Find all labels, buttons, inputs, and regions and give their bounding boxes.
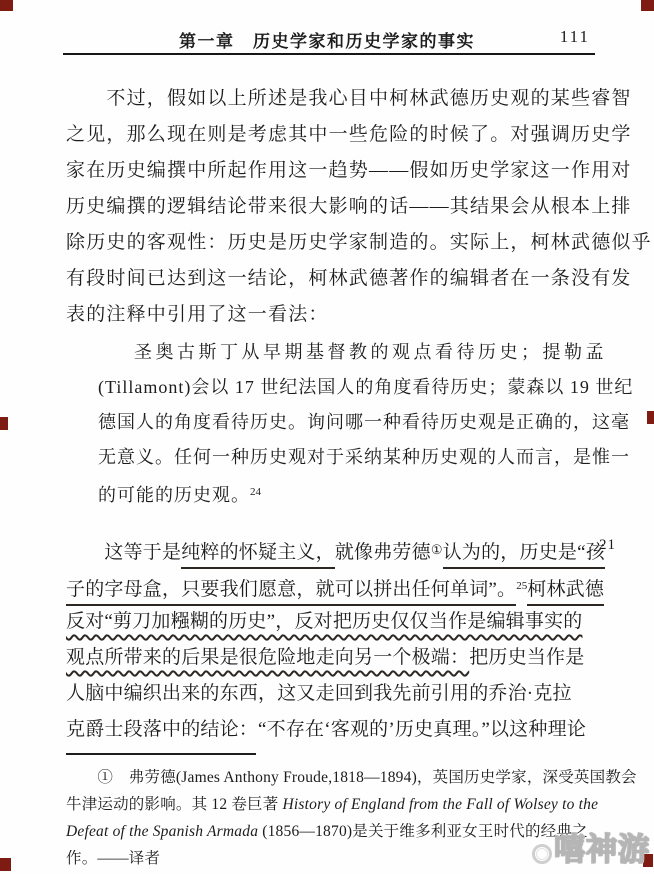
text-line: 家在历史编撰中所起作用这一趋势——假如历史学家这一作用对: [66, 160, 632, 181]
quote-line: [98, 475, 595, 510]
corner-mark-top-right: [641, 0, 654, 11]
footnote-text: 牛津运动的影响。其 12 卷巨著: [66, 796, 283, 813]
header-rule: [63, 53, 595, 55]
footnote-line: [66, 818, 606, 845]
running-header-chapter-title: 第一章 历史学家和历史学家的事实: [179, 32, 475, 51]
footnote-line: ① 弗劳德(James Anthony Froude,1818—1894)，英国历史学家，深受英国教会: [66, 769, 637, 786]
corner-mark-top-left: [0, 0, 13, 11]
text-line: 有段时间已达到这一结论，柯林武德著作的编辑者在一条没有发: [66, 268, 632, 289]
text-line: 不过，假如以上所述是我心目中柯林武德历史观的某些睿智: [66, 88, 632, 109]
watermark-logo-icon: [532, 844, 552, 864]
text-line: 之见，那么现在则是考虑其中一些危险的时候了。对强调历史学: [66, 124, 632, 145]
text-segment: 克爵士段落中的结论：“不存在‘客观的’历史真理。”以这种理论: [66, 719, 587, 740]
text-segment: 把历史当作是: [469, 647, 585, 668]
text-segment: 就像弗劳德: [334, 542, 431, 563]
text-line: 表的注释中引用了这一看法：: [66, 304, 329, 325]
edge-mark-middle-right: [647, 411, 654, 424]
underlined-text: 认为的，历史是“孩: [443, 542, 605, 569]
footnote-line: [66, 791, 606, 818]
text-line: [66, 712, 596, 748]
text-line: [66, 532, 605, 568]
paragraph-2: [66, 532, 605, 748]
footnote-ref-circled-1: ①: [430, 542, 443, 557]
quote-line: (Tillamont)会以 17 世纪法国人的角度看待历史；蒙森以 19 世纪: [98, 377, 634, 397]
underlined-text: 只要我们愿意，就可以拼出任何单词”。: [181, 579, 516, 606]
book-title-italic: Defeat of the Spanish Armada: [66, 823, 263, 840]
quote-line: 圣奥古斯丁从早期基督教的观点看待历史；提勒孟: [134, 342, 607, 362]
quote-line: 德国人的角度看待历史。询问哪一种看待历史观是正确的，这毫: [98, 412, 630, 432]
page-number: 111: [559, 27, 590, 46]
footnote: [66, 764, 637, 872]
book-title-italic: History of England from the Fall of Wolsey to the: [282, 796, 599, 813]
text-segment: 这等于是: [66, 542, 182, 563]
text-line: [66, 568, 605, 604]
text-line: 历史编撰的逻辑结论带来很大影响的话——其结果会从根本上排: [66, 196, 632, 217]
underlined-text: 柯林武德: [527, 579, 604, 606]
endnote-ref-24: 24: [250, 486, 261, 498]
paragraph-1: [66, 81, 652, 333]
watermark-text: 嘻神游: [554, 832, 650, 867]
text-line: [66, 676, 596, 712]
underlined-text: 子的字母盒，: [66, 579, 181, 606]
edge-mark-middle-left: [0, 417, 8, 430]
text-line: 除历史的客观性：历史是历史学家制造的。实际上，柯林武德似乎: [66, 232, 652, 253]
text-line: [66, 604, 596, 640]
footnote-text: (1856—1870)是关于维多利亚女王时代的经典之: [262, 823, 588, 840]
underlined-text: 纯粹的怀疑主义，: [181, 542, 335, 569]
text-line: [66, 640, 596, 676]
footnote-line: 作。——译者: [66, 850, 161, 867]
text-segment: 人脑中编织出来的东西，这又走回到我先前引用的乔治·克拉: [66, 683, 572, 704]
block-quote: [98, 335, 634, 510]
footnote-separator-rule: [66, 753, 256, 755]
quote-line-text: 的可能的历史观。: [98, 485, 250, 505]
quote-line: 无意义。任何一种历史观对于采纳某种历史观的人而言，是惟一: [98, 447, 630, 467]
corner-mark-bottom-left: [0, 858, 11, 871]
underlined-text: 反对“剪刀加糨糊的历史”，反对把历史仅仅当作是编辑事实的: [66, 611, 583, 632]
margin-note: 21: [599, 537, 616, 553]
underlined-text: 观点所带来的后果是很危险地走向另一个极端：: [66, 647, 470, 668]
watermark: [532, 824, 650, 869]
endnote-ref-25: 25: [516, 580, 528, 592]
